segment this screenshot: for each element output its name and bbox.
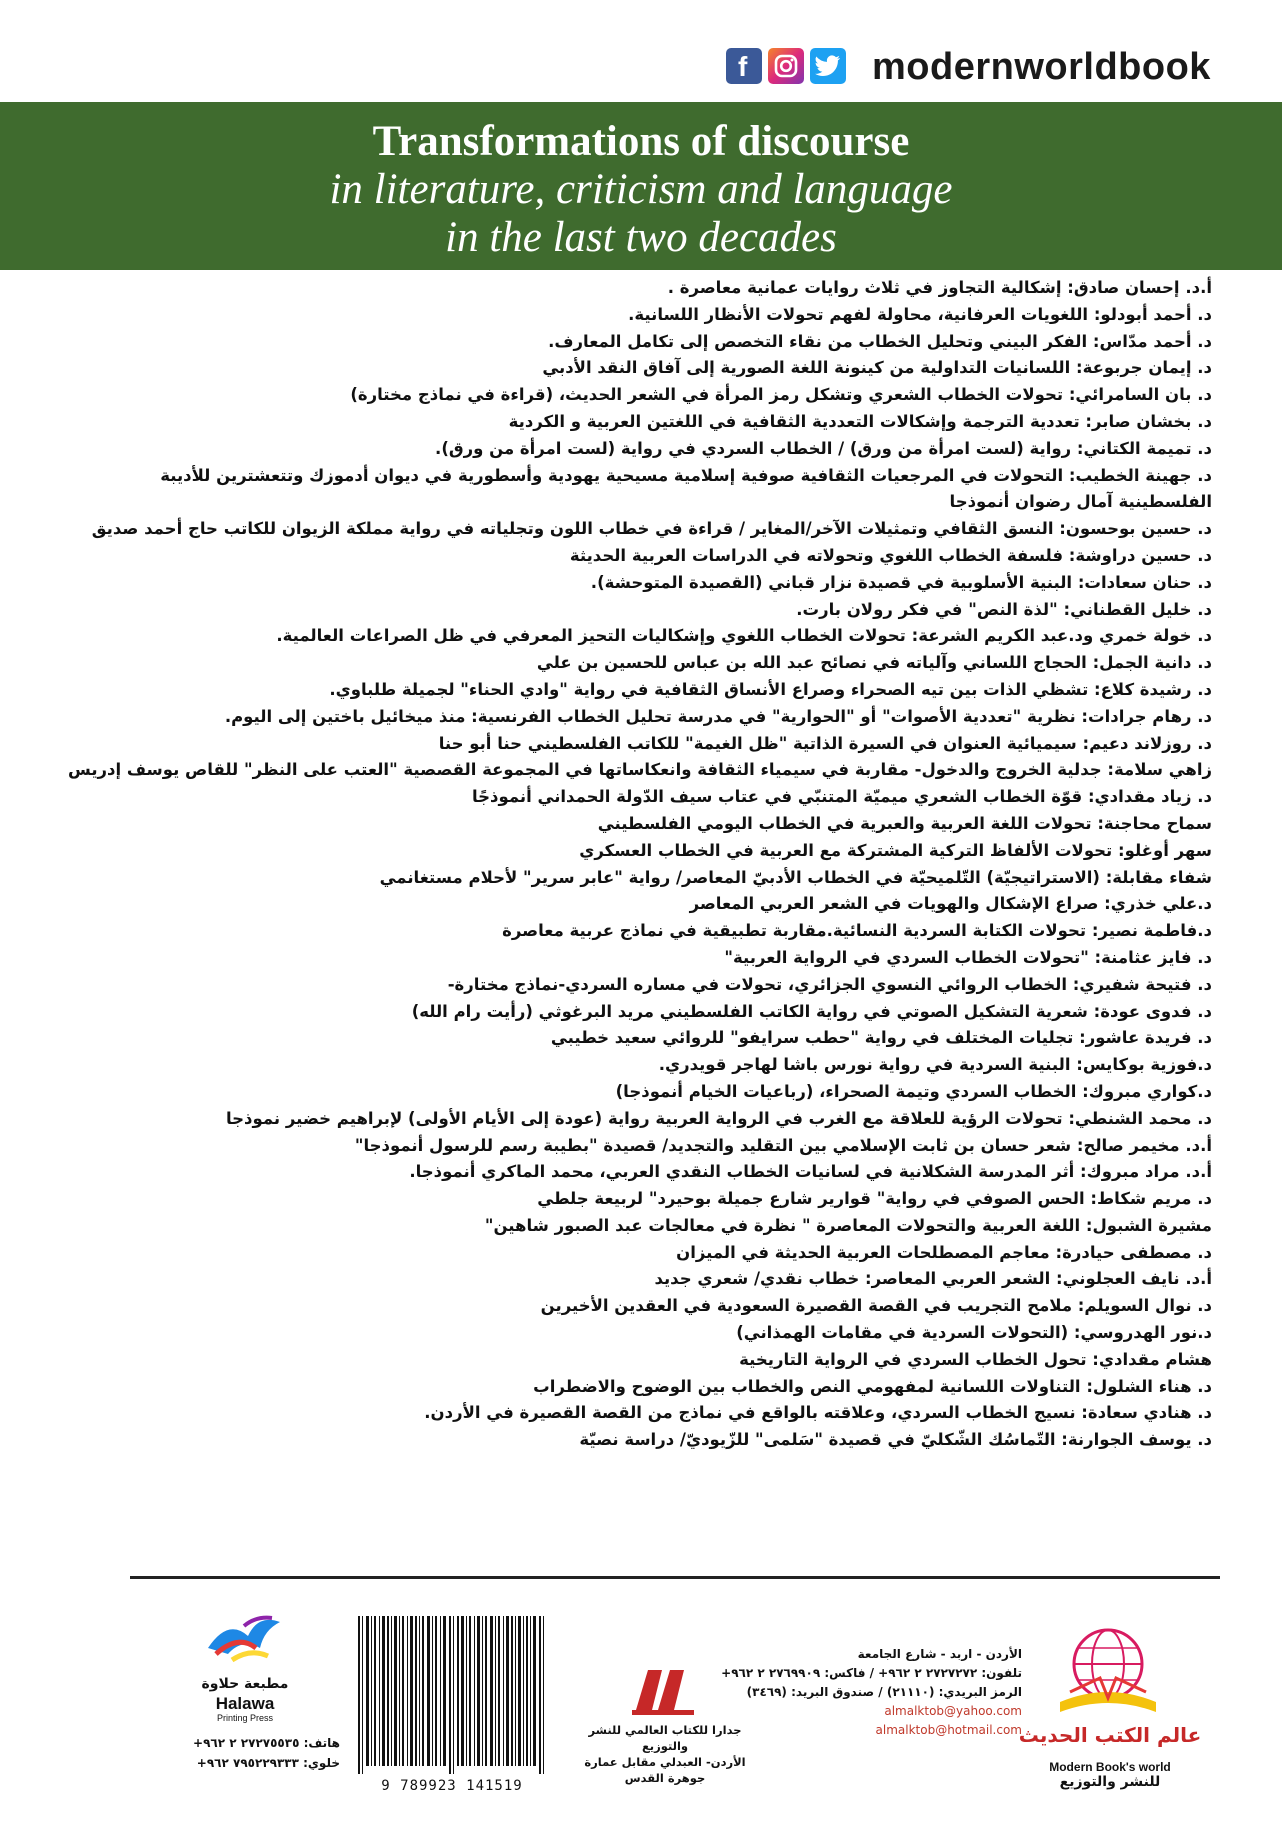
list-item: د.نور الهدروسي: (التحولات السردية في مقامات الهمذاني)	[736, 1323, 1212, 1343]
printer-logo	[198, 1608, 288, 1672]
list-item: د. مصطفى حيادرة: معاجم المصطلحات العربية الحديثة في الميزان	[676, 1242, 1212, 1262]
divider	[130, 1576, 1220, 1579]
instagram-icon	[768, 48, 804, 84]
list-item: د. محمد الشنطي: تحولات الرؤية للعلاقة مع الغرب في الرواية العربية رواية (عودة إلى الأيام الأولى) لإبراهيم خضير نموذجا	[225, 1108, 1212, 1128]
list-item: د. خليل القطناني: "لذة النص" في فكر رولان بارت.	[796, 599, 1212, 619]
list-item: د. هناء الشلول: التناولات اللسانية لمفهومي النص والخطاب بين الوضوح والاضطراب	[533, 1376, 1212, 1396]
list-item: د. يوسف الجوارنة: التّماسُك الشّكليّ في قصيدة "سَلمى" للزّيوديّ/ دراسة نصيّة	[579, 1430, 1212, 1450]
title-banner	[0, 102, 1282, 270]
social-icons	[726, 48, 846, 84]
list-item: د. فريدة عاشور: تجليات المختلف في رواية "حطب سرايفو" للروائي سعيد خطيبي	[550, 1028, 1212, 1048]
list-item: أ.د. نايف العجلوني: الشعر العربي المعاصر: خطاب نقدي/ شعري جديد	[654, 1269, 1212, 1289]
top-strip	[0, 0, 1282, 100]
list-item: د. رشيدة كلاع: تشظي الذات بين تيه الصحراء وصراع الأنساق الثقافية في رواية "وادي الحناء" لجميلة طلباوي.	[329, 679, 1212, 699]
distributor-name: جدارا للكتاب العالمي للنشر والتوزيع	[588, 1723, 742, 1753]
brand-handle: modernworldbook	[872, 46, 1211, 88]
list-item: زاهي سلامة: جدلية الخروج والدخول- مقاربة في سيمياء الثقافة وانعكاساتها في المجموعة القصصية "العتب على النظر" للقاص يوسف إدريس	[68, 760, 1212, 780]
list-item: د. خولة خمري ود.عبد الكريم الشرعة: تحولات الخطاب اللغوي وإشكاليات التحيز المعرفي في ظل الصراعات العالمية.	[276, 626, 1212, 646]
publisher-email-hotmail[interactable]: almalktob@hotmail.com	[875, 1723, 1022, 1737]
list-item: د. أحمد مدّاس: الفكر البيني وتحليل الخطاب من نقاء التخصص إلى تكامل المعارف.	[548, 331, 1212, 351]
publisher-phone: تلفون: ٢٧٢٧٢٧٢ ٢ ٩٦٢+ / فاكس: ٢٧٦٩٩٠٩ ٢ ٩٦٢+	[721, 1666, 1022, 1680]
publisher-subtitle: للنشر والتوزيع	[1059, 1774, 1161, 1790]
list-item: د. حنان سعادات: البنية الأسلوبية في قصيدة نزار قباني (القصيدة المتوحشة).	[590, 572, 1212, 592]
list-item: د.كواري مبروك: الخطاب السردي وتيمة الصحراء، (رباعيات الخيام أنموذجا)	[615, 1081, 1212, 1101]
title-line-3: in the last two decades	[445, 214, 837, 261]
list-item: د. فايز عثامنة: "تحولات الخطاب السردي في الرواية العربية"	[724, 947, 1212, 967]
isbn-number: 9 789923 141519	[381, 1778, 523, 1794]
printer-name-en: Halawa	[215, 1694, 275, 1713]
list-item: سماح محاجنة: تحولات اللغة العربية والعبرية في الخطاب اليومي الفلسطيني	[597, 813, 1212, 833]
printer-mobile: خلوي: ٧٩٥٢٢٩٣٣٣ ٩٦٢+	[196, 1756, 340, 1770]
list-item: د. بخشان صابر: تعددية الترجمة وإشكالات التعددية الثقافية في اللغتين العربية و الكردية	[508, 411, 1212, 431]
list-item: د. نوال السويلم: ملامح التجريب في القصة القصيرة السعودية في العقدين الأخيرين	[540, 1296, 1212, 1316]
title-line-2: in literature, criticism and language	[329, 166, 953, 213]
publisher-contact	[721, 1645, 1022, 1740]
list-item: د.فوزية بوكايس: البنية السردية في رواية نورس باشا لهاجر قويدري.	[658, 1055, 1212, 1075]
publisher-email-yahoo[interactable]: almalktob@yahoo.com	[884, 1704, 1022, 1718]
facebook-icon	[726, 48, 762, 84]
list-item: د. مريم شكاط: الحس الصوفي في رواية" قوارير شارع جميلة بوحيرد" لربيعة جلطي	[537, 1189, 1212, 1209]
list-item: د. بان السامرائي: تحولات الخطاب الشعري وتشكل رمز المرأة في الشعر الحديث، (قراءة في نماذج مختارة)	[350, 385, 1212, 405]
list-item: د. إيمان جربوعة: اللسانيات التداولية من كينونة اللغة الصورية إلى آفاق النقد الأدبي	[542, 358, 1212, 378]
publisher-logo	[1018, 1612, 1202, 1762]
list-item: د.علي خذري: صراع الإشكال والهويات في الشعر العربي المعاصر	[689, 894, 1212, 914]
list-item: مشيرة الشبول: اللغة العربية والتحولات المعاصرة " نظرة في معالجات عبد الصبور شاهين"	[484, 1215, 1212, 1235]
list-item: د. دانية الجمل: الحجاج اللساني وآلياته في نصائح عبد الله بن عباس للحسين بن علي	[536, 653, 1212, 673]
list-item: د.فاطمة نصير: تحولات الكتابة السردية النسائية.مقاربة تطبيقية في نماذج عربية معاصرة	[502, 921, 1212, 941]
publisher-postal: الرمز البريدي: (٢١١١٠) / صندوق البريد: (٣٤٦٩)	[746, 1685, 1022, 1699]
list-item: د. أحمد أبودلو: اللغويات العرفانية، محاولة لفهم تحولات الأنظار اللسانية.	[628, 304, 1212, 324]
list-item: د. زياد مقدادي: قوّة الخطاب الشعري ميميّة المتنبّي في عتاب سيف الدّولة الحمداني أنموذجًا	[471, 787, 1212, 807]
list-item: د. حسين بوحسون: النسق الثقافي وتمثيلات الآخر/المغاير / قراءة في خطاب اللون وتجلياته في رواية مملكة الزيوان للكاتب حاج أحمد صديق	[91, 519, 1212, 539]
printer-name-ar: مطبعة حلاوة	[201, 1676, 289, 1692]
list-item: د. حسين دراوشة: فلسفة الخطاب اللغوي وتحولاته في الدراسات العربية الحديثة	[569, 545, 1212, 565]
printer-contact	[150, 1733, 340, 1773]
isbn-barcode	[352, 1612, 552, 1774]
list-item: أ.د. مراد مبروك: أثر المدرسة الشكلانية في لسانيات الخطاب النقدي العربي، محمد الماكري أنموذجا.	[409, 1162, 1212, 1182]
list-item: هشام مقدادي: تحول الخطاب السردي في الرواية التاريخية	[739, 1349, 1212, 1369]
list-item: د. هنادي سعادة: نسيج الخطاب السردي، وعلاقته بالواقع في نماذج من القصة القصيرة في الأردن.	[424, 1403, 1212, 1423]
printer-subtitle: Printing Press	[216, 1713, 274, 1723]
svg-text:f: f	[738, 51, 748, 82]
list-item: د. رهام جرادات: نظرية "تعددية الأصوات" أو "الحوارية" في مدرسة تحليل الخطاب الفرنسية: منذ ميخائيل باختين إلى اليوم.	[224, 706, 1212, 726]
list-item: د. جهينة الخطيب: التحولات في المرجعيات الثقافية صوفية إسلامية مسيحية يهودية وأسطورية في ديوان أدموزك وتتعشترين للأديبة الفلسطينية آمال رضوان أنموذجا	[160, 465, 1212, 512]
list-item: سهر أوغلو: تحولات الألفاظ التركية المشتركة مع العربية في الخطاب العسكري	[579, 840, 1212, 860]
title-line-1: Transformations of discourse	[372, 118, 910, 165]
list-item: شفاء مقابلة: (الاستراتيجيّة) التّلميحيّة في الخطاب الأدبيّ المعاصر/ رواية "عابر سرير" لأحلام مستغانمي	[379, 867, 1212, 887]
distributor-info	[565, 1722, 765, 1786]
publisher-tagline	[1030, 1760, 1190, 1790]
publisher-address: الأردن - اربد - شارع الجامعة	[857, 1647, 1022, 1661]
distributor-logo	[628, 1660, 698, 1718]
list-item: د. تميمة الكتاني: رواية (لست امرأة من ورق) / الخطاب السردي في رواية (لست امرأة من ورق).	[435, 438, 1212, 458]
publisher-english-name: Modern Book's world	[1049, 1760, 1171, 1774]
publisher-logo-name: عالم الكتب الحديث	[1018, 1723, 1202, 1747]
twitter-icon	[810, 48, 846, 84]
list-item: أ.د. مخيمر صالح: شعر حسان بن ثابت الإسلامي بين التقليد والتجديد/ قصيدة "بطيبة رسم للرسول أنموذجا"	[354, 1135, 1212, 1155]
contributors-list	[68, 275, 1212, 1454]
list-item: د. فتيحة شفيري: الخطاب الروائي النسوي الجزائري، تحولات في مساره السردي-نماذج مختارة-	[447, 974, 1212, 994]
printer-phone: هاتف: ٢٧٢٧٥٥٣٥ ٢ ٩٦٢+	[193, 1736, 340, 1750]
distributor-address: الأردن- العبدلي مقابل عمارة جوهرة القدس	[584, 1755, 746, 1785]
list-item: د. روزلاند دعيم: سيميائية العنوان في السيرة الذاتية "ظل الغيمة" للكاتب الفلسطيني حنا أبو حنا	[438, 733, 1212, 753]
list-item: أ.د. إحسان صادق: إشكالية التجاوز في ثلاث روايات عمانية معاصرة .	[667, 278, 1212, 297]
list-item: د. فدوى عودة: شعرية التشكيل الصوتي في رواية الكاتب الفلسطيني مريد البرغوثي (رأيت رام الله)	[411, 1001, 1212, 1021]
